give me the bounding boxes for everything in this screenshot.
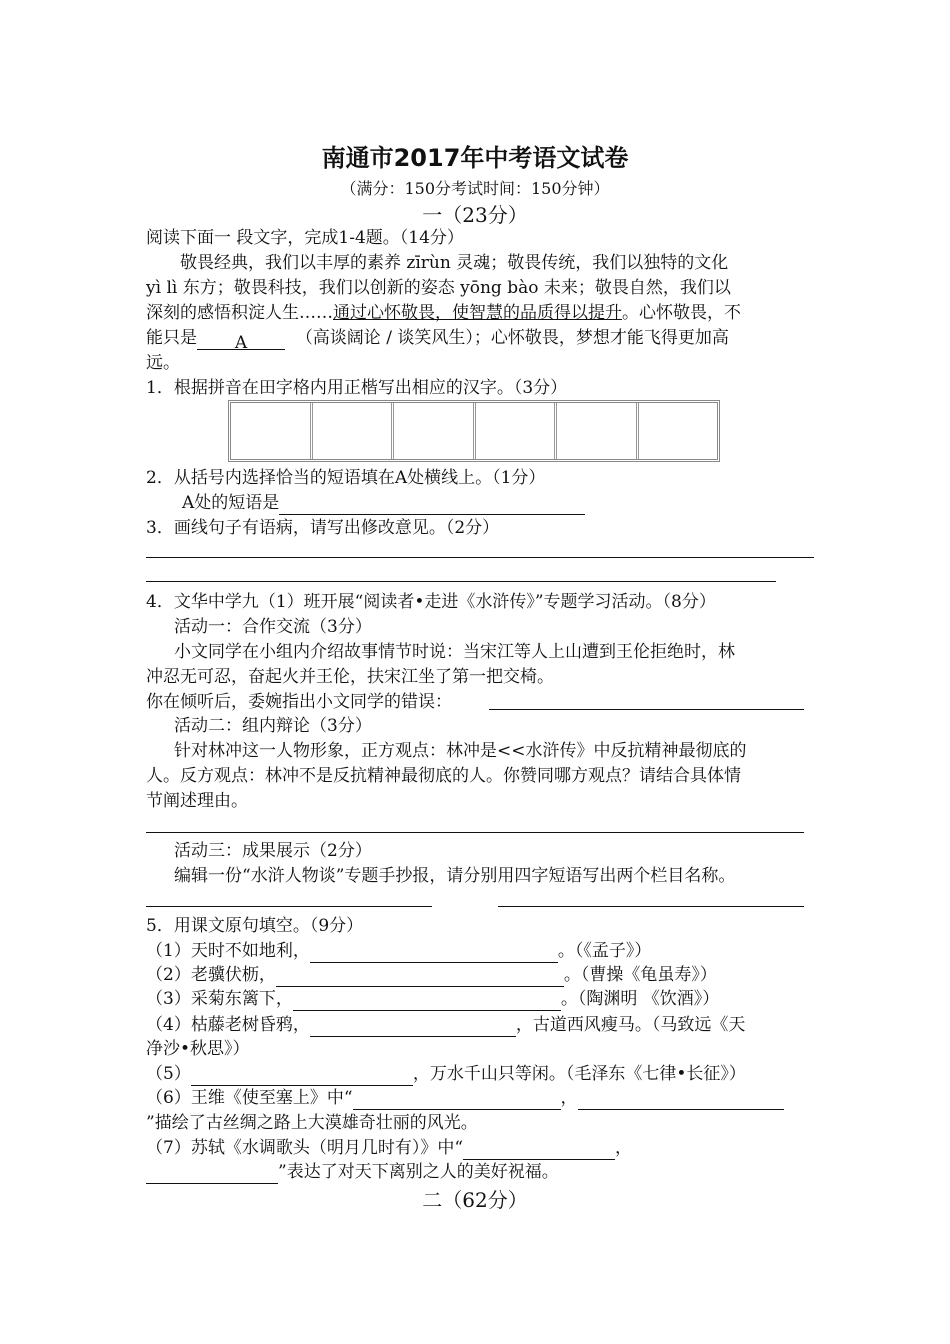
- q5-item-7-comma: ，: [615, 1138, 633, 1158]
- activity-3-line-1: 编辑一份“水浒人物谈”专题手抄报，请分别用四字短语写出两个栏目名称。: [174, 866, 736, 886]
- answer-blank[interactable]: [310, 944, 558, 963]
- answer-blank[interactable]: [310, 1018, 516, 1037]
- q5-item-2: [146, 963, 717, 987]
- grid-cell[interactable]: [554, 403, 636, 459]
- question-2-answer: [182, 491, 585, 515]
- activity-3-title: 活动三：成果展示（2分）: [174, 841, 372, 861]
- answer-line[interactable]: [146, 557, 814, 558]
- section-2-heading: 二（62分）: [422, 1188, 528, 1212]
- activity-1-ask: 你在倾听后，委婉指出小文同学的错误：: [146, 692, 452, 712]
- passage-line-2: yì lì 东方；敬畏科技，我们以创新的姿态 yōng bào 未来；敬畏自然，我们以: [146, 278, 731, 298]
- grid-cell[interactable]: [310, 403, 392, 459]
- passage-line-4-end: （高谈阔论 / 谈笑风生）；心怀敬畏，梦想才能飞得更加高: [295, 328, 729, 348]
- q5-item-4: [146, 1013, 745, 1037]
- answer-blank[interactable]: [279, 496, 585, 515]
- grid-cell[interactable]: [473, 403, 555, 459]
- question-3: 3．画线句子有语病，请写出修改意见。（2分）: [146, 518, 500, 538]
- q5-item-3: [146, 987, 719, 1011]
- question-1: 1．根据拼音在田字格内用正楷写出相应的汉字。（3分）: [146, 378, 568, 398]
- answer-blank[interactable]: [191, 1067, 413, 1086]
- question-4: 4．文华中学九（1）班开展“阅读者•走进《水浒传》”专题学习活动。（8分）: [146, 592, 716, 612]
- q5-item-7: [146, 1136, 632, 1160]
- q5-item-1-prompt: （1）天时不如地利，: [146, 941, 310, 961]
- question-2-answer-label: A处的短语是: [182, 493, 280, 513]
- tianzige-grid[interactable]: [228, 400, 720, 462]
- q5-item-3-source: 。（陶渊明 《饮酒》）: [560, 989, 720, 1009]
- q5-item-5-prompt: （5）: [146, 1064, 191, 1084]
- q5-item-2-prompt: （2）老骥伏枥，: [146, 965, 276, 985]
- answer-blank[interactable]: [578, 1091, 784, 1110]
- q5-item-6-comma: ，: [560, 1088, 578, 1108]
- activity-1-line-1: 小文同学在小组内介绍故事情节时说：当宋江等人上山遭到王伦拒绝时，林: [174, 642, 735, 662]
- answer-blank[interactable]: [146, 1165, 278, 1184]
- q5-item-1-source: 。（《孟子》）: [557, 941, 652, 961]
- answer-blank[interactable]: [353, 1091, 561, 1110]
- q5-item-7-cont: [146, 1160, 559, 1184]
- activity-2-line-2: 人。反方观点：林冲不是反抗精神最彻底的人。你赞同哪方观点？请结合具体情: [146, 766, 741, 786]
- passage-line-1: 敬畏经典，我们以丰厚的素养 zīrùn 灵魂；敬畏传统，我们以独特的文化: [180, 253, 729, 273]
- underlined-sentence: 通过心怀敬畏，使智慧的品质得以提升: [333, 303, 622, 323]
- question-2: 2．从括号内选择恰当的短语填在A处横线上。（1分）: [146, 468, 546, 488]
- answer-blank[interactable]: [293, 992, 561, 1011]
- q5-item-4-prompt: （4）枯藤老树昏鸦，: [146, 1015, 310, 1035]
- passage-line-4-start: 能只是: [146, 328, 197, 348]
- q5-item-6-prompt: （6）王维《使至塞上》中“: [146, 1088, 353, 1108]
- q5-item-1: [146, 939, 651, 963]
- reading-intro: 阅读下面一 段文字，完成1-4题。（14分）: [146, 228, 464, 248]
- passage-line-3-end: 。心怀敬畏，不: [622, 303, 741, 323]
- answer-blank[interactable]: [463, 1141, 615, 1160]
- answer-line[interactable]: [489, 709, 804, 710]
- q5-item-4-source: ，古道西风瘦马。（马致远《天: [515, 1015, 746, 1035]
- exam-title: 南通市2017年中考语文试卷: [321, 144, 629, 172]
- q5-item-5-source: ，万水千山只等闲。（毛泽东《七律•长征》）: [412, 1064, 746, 1084]
- q5-item-2-source: 。（曹操《龟虽寿》）: [563, 965, 717, 985]
- q5-item-7-prompt: （7）苏轼《水调歌头（明月几时有）》中“: [146, 1138, 464, 1158]
- answer-line[interactable]: [146, 906, 432, 907]
- answer-line[interactable]: [146, 832, 804, 833]
- grid-cell[interactable]: [391, 403, 473, 459]
- q5-item-6: [146, 1086, 784, 1110]
- exam-subtitle: （满分：150分考试时间：150分钟）: [340, 179, 610, 198]
- section-1-heading: 一（23分）: [422, 203, 528, 227]
- q5-item-7-end: ”表达了对天下离别之人的美好祝福。: [278, 1162, 559, 1182]
- passage-line-3-start: 深刻的感悟积淀人生……: [146, 303, 333, 323]
- blank-a[interactable]: A: [197, 331, 285, 350]
- q5-item-3-prompt: （3）采菊东篱下，: [146, 989, 293, 1009]
- activity-1-title: 活动一：合作交流（3分）: [174, 617, 372, 637]
- answer-line[interactable]: [146, 581, 776, 582]
- answer-blank[interactable]: [276, 968, 564, 987]
- q5-item-4-cont: 净沙•秋思》）: [146, 1039, 250, 1059]
- question-5: 5．用课文原句填空。（9分）: [146, 916, 364, 936]
- passage-line-3: [146, 301, 741, 325]
- grid-cell[interactable]: [231, 403, 310, 459]
- answer-line[interactable]: [498, 906, 804, 907]
- activity-2-title: 活动二：组内辩论（3分）: [174, 716, 372, 736]
- passage-line-4: [146, 326, 729, 353]
- q5-item-6-cont: ”描绘了古丝绸之路上大漠雄奇壮丽的风光。: [146, 1113, 478, 1133]
- grid-cell[interactable]: [636, 403, 718, 459]
- activity-2-line-3: 节阐述理由。: [146, 791, 248, 811]
- passage-line-5: 远。: [146, 353, 180, 373]
- activity-2-line-1: 针对林冲这一人物形象，正方观点：林冲是<<水浒传》中反抗精神最彻底的: [174, 741, 747, 761]
- q5-item-5: [146, 1062, 746, 1086]
- activity-1-line-2: 冲忍无可忍，奋起火并王伦，扶宋江坐了第一把交椅。: [146, 667, 554, 687]
